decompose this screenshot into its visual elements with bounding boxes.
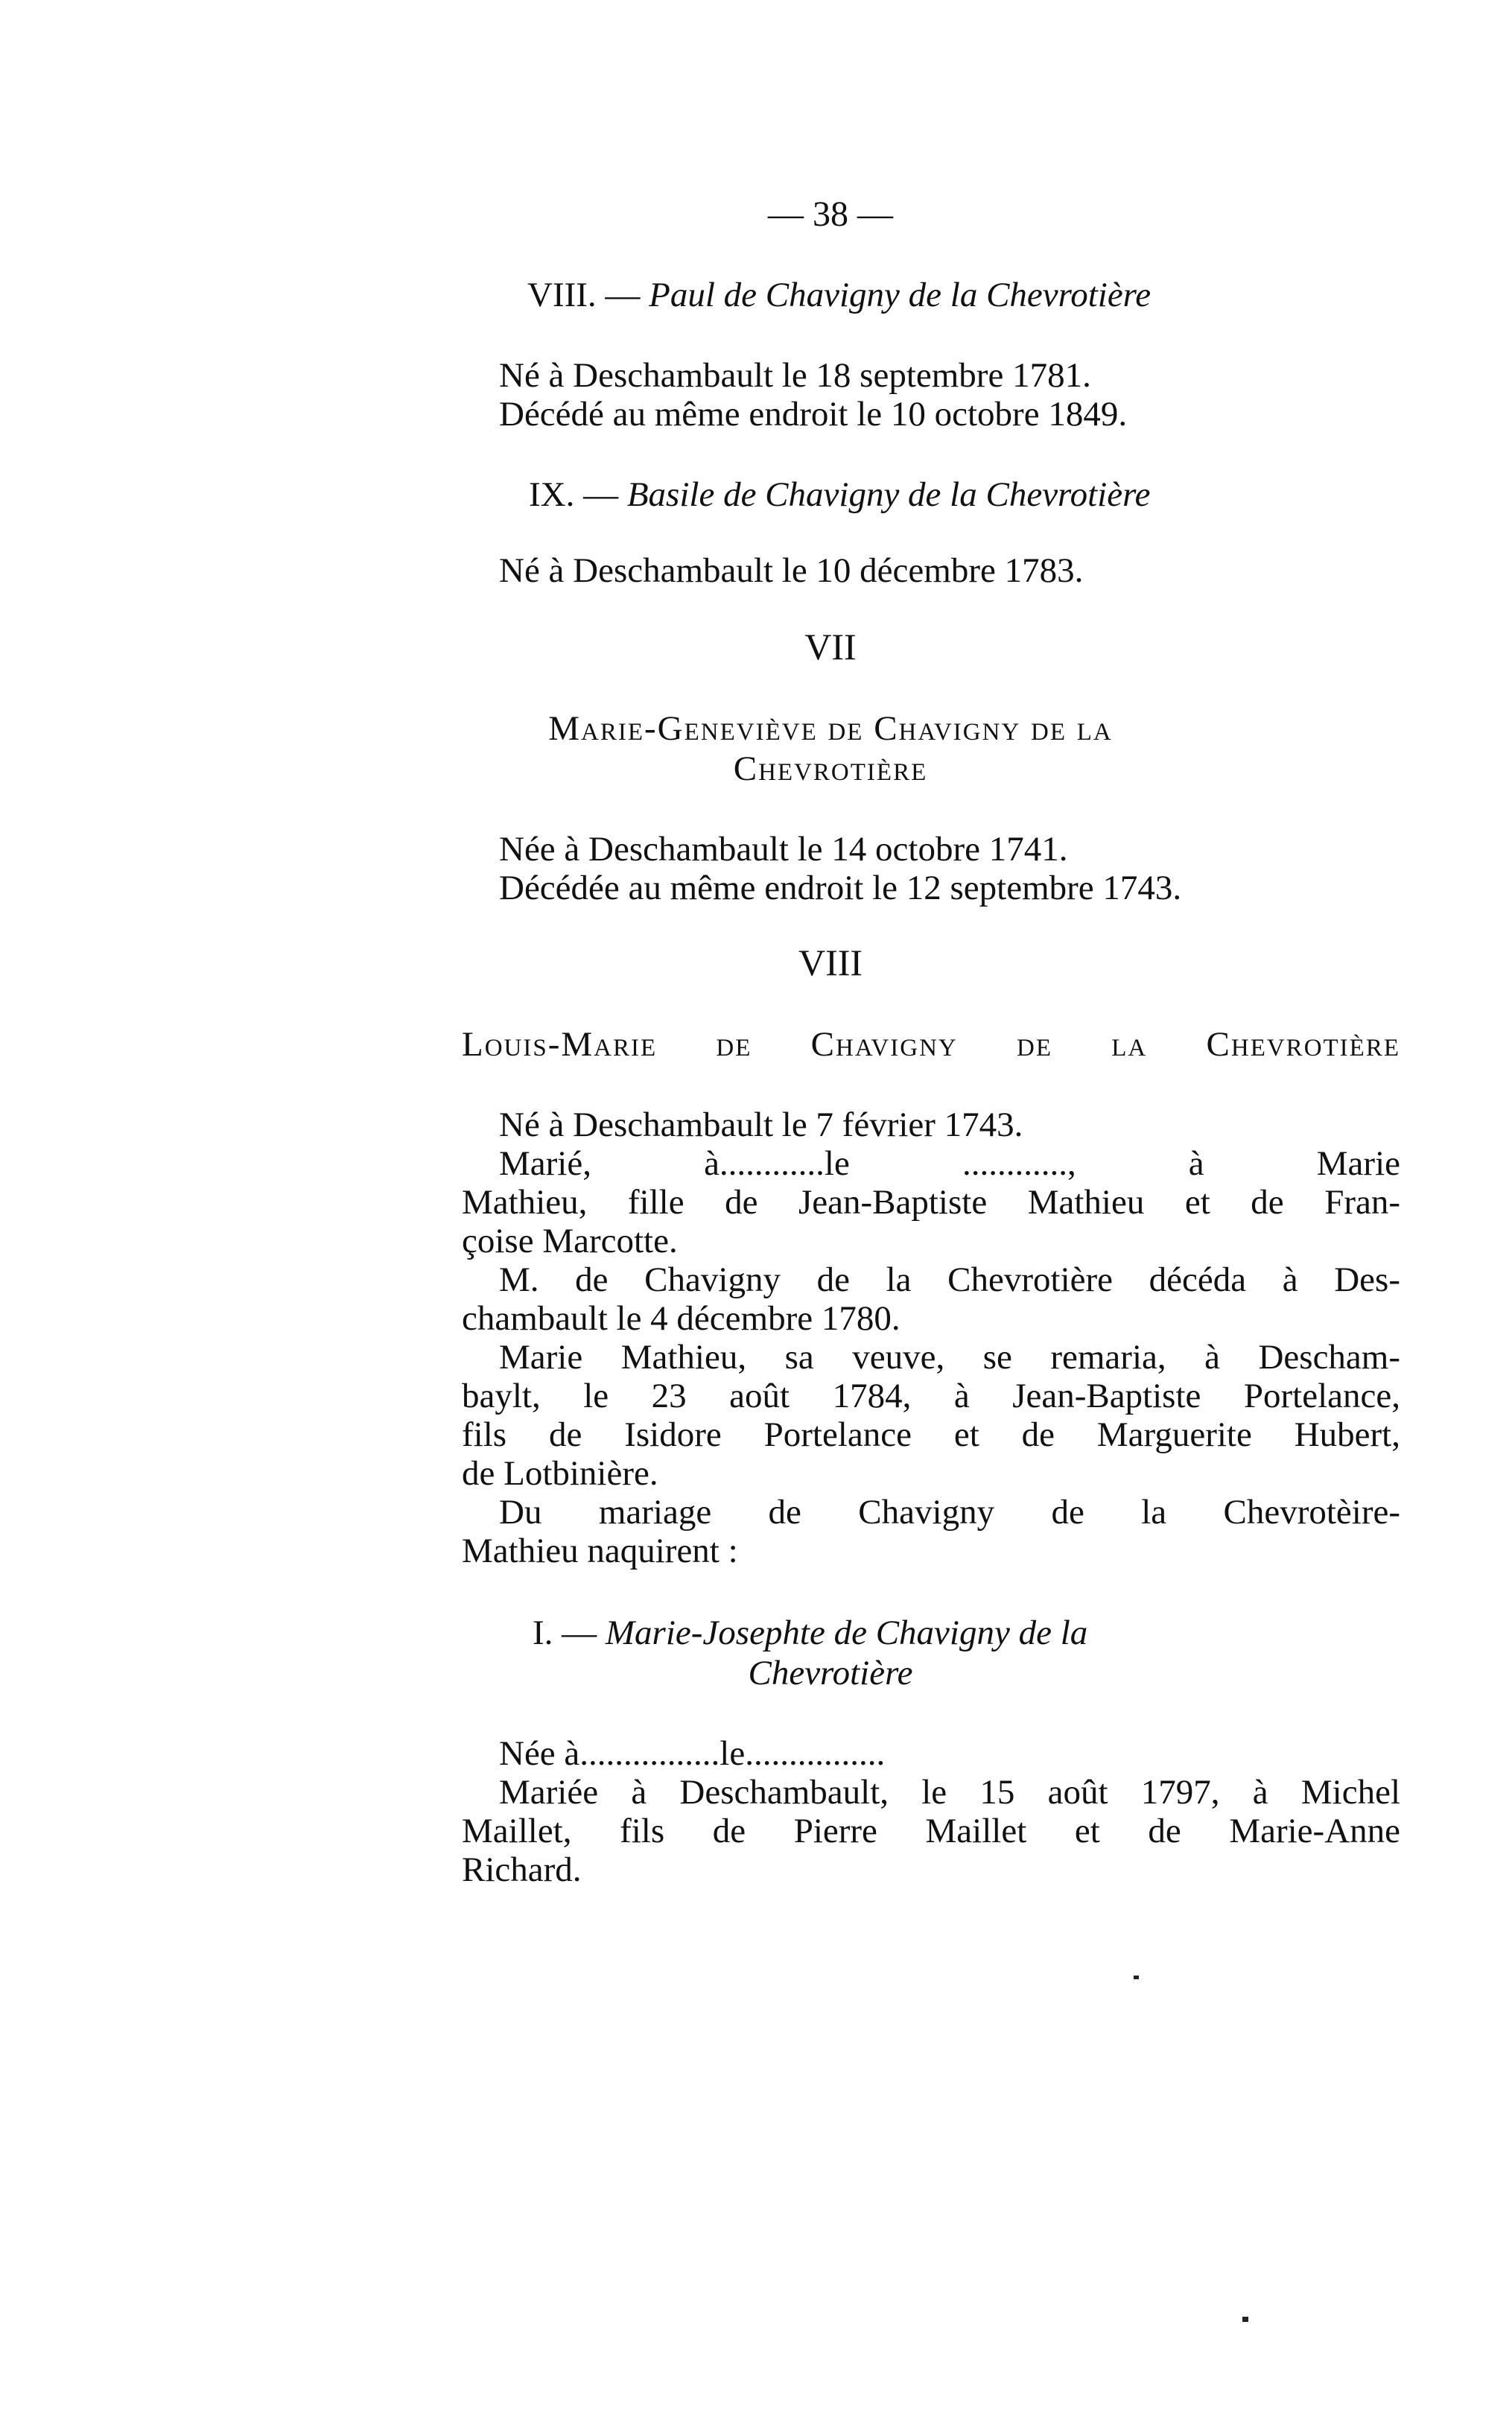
generation-numeral: VII bbox=[804, 626, 857, 667]
person-title: Louis-Marie de Chavigny de la Chevrotière bbox=[462, 1025, 1400, 1064]
generation-numeral: VIII bbox=[798, 942, 863, 983]
ink-speck bbox=[1134, 1976, 1139, 1979]
text-line: Maillet, fils de Pierre Maillet et de Marie-Anne bbox=[462, 1812, 1400, 1850]
text-line: chambault le 4 décembre 1780. bbox=[462, 1299, 900, 1338]
text-line: Mathieu naquirent : bbox=[462, 1532, 738, 1570]
text-line: Décédé au même endroit le 10 octobre 1849. bbox=[499, 395, 1128, 434]
text-line: Du mariage de Chavigny de la Chevrotèire- bbox=[499, 1493, 1400, 1532]
section-numeral: VIII. — bbox=[527, 276, 641, 314]
child-heading bbox=[533, 1612, 1512, 1654]
text-line: de Lotbinière. bbox=[462, 1454, 658, 1493]
child-name-continued: Chevrotière bbox=[748, 1654, 913, 1692]
text-line: Décédée au même endroit le 12 septembre 1743. bbox=[499, 869, 1182, 907]
text-line: çoise Marcotte. bbox=[462, 1222, 678, 1260]
section-heading-paul bbox=[527, 274, 1512, 316]
text-line: Né à Deschambault le 7 février 1743. bbox=[499, 1105, 1023, 1144]
section-numeral: IX. — bbox=[529, 475, 619, 514]
text-line: Marie Mathieu, sa veuve, se remaria, à Descham- bbox=[499, 1338, 1400, 1377]
text-line: baylt, le 23 août 1784, à Jean-Baptiste Portelance, bbox=[462, 1377, 1400, 1415]
section-heading-basile bbox=[529, 474, 1512, 515]
child-name: Marie-Josephte de Chavigny de la bbox=[605, 1614, 1088, 1652]
text-line: Marié, à............le ............, à Marie bbox=[499, 1144, 1400, 1183]
text-line: Richard. bbox=[462, 1850, 582, 1889]
person-title: Chevrotière bbox=[733, 749, 928, 788]
text-line: Né à Deschambault le 18 septembre 1781. bbox=[499, 356, 1091, 395]
section-name: Basile de Chavigny de la Chevrotière bbox=[626, 475, 1151, 514]
text-line: Né à Deschambault le 10 décembre 1783. bbox=[499, 551, 1084, 590]
text-line: M. de Chavigny de la Chevrotière décéda à Des- bbox=[499, 1260, 1400, 1299]
text-line: fils de Isidore Portelance et de Marguerite Hubert, bbox=[462, 1415, 1400, 1454]
section-name: Paul de Chavigny de la Chevrotière bbox=[649, 276, 1152, 314]
text-line: Mariée à Deschambault, le 15 août 1797, à Michel bbox=[499, 1773, 1400, 1812]
page-number: — 38 — bbox=[768, 194, 893, 234]
child-numeral: I. — bbox=[533, 1614, 597, 1652]
text-line: Née à................le................ bbox=[499, 1734, 886, 1773]
person-title: Marie-Geneviève de Chavigny de la bbox=[548, 709, 1113, 748]
text-line: Mathieu, fille de Jean-Baptiste Mathieu et de Fran- bbox=[462, 1183, 1400, 1222]
ink-speck bbox=[1242, 2317, 1248, 2322]
text-line: Née à Deschambault le 14 octobre 1741. bbox=[499, 830, 1068, 869]
